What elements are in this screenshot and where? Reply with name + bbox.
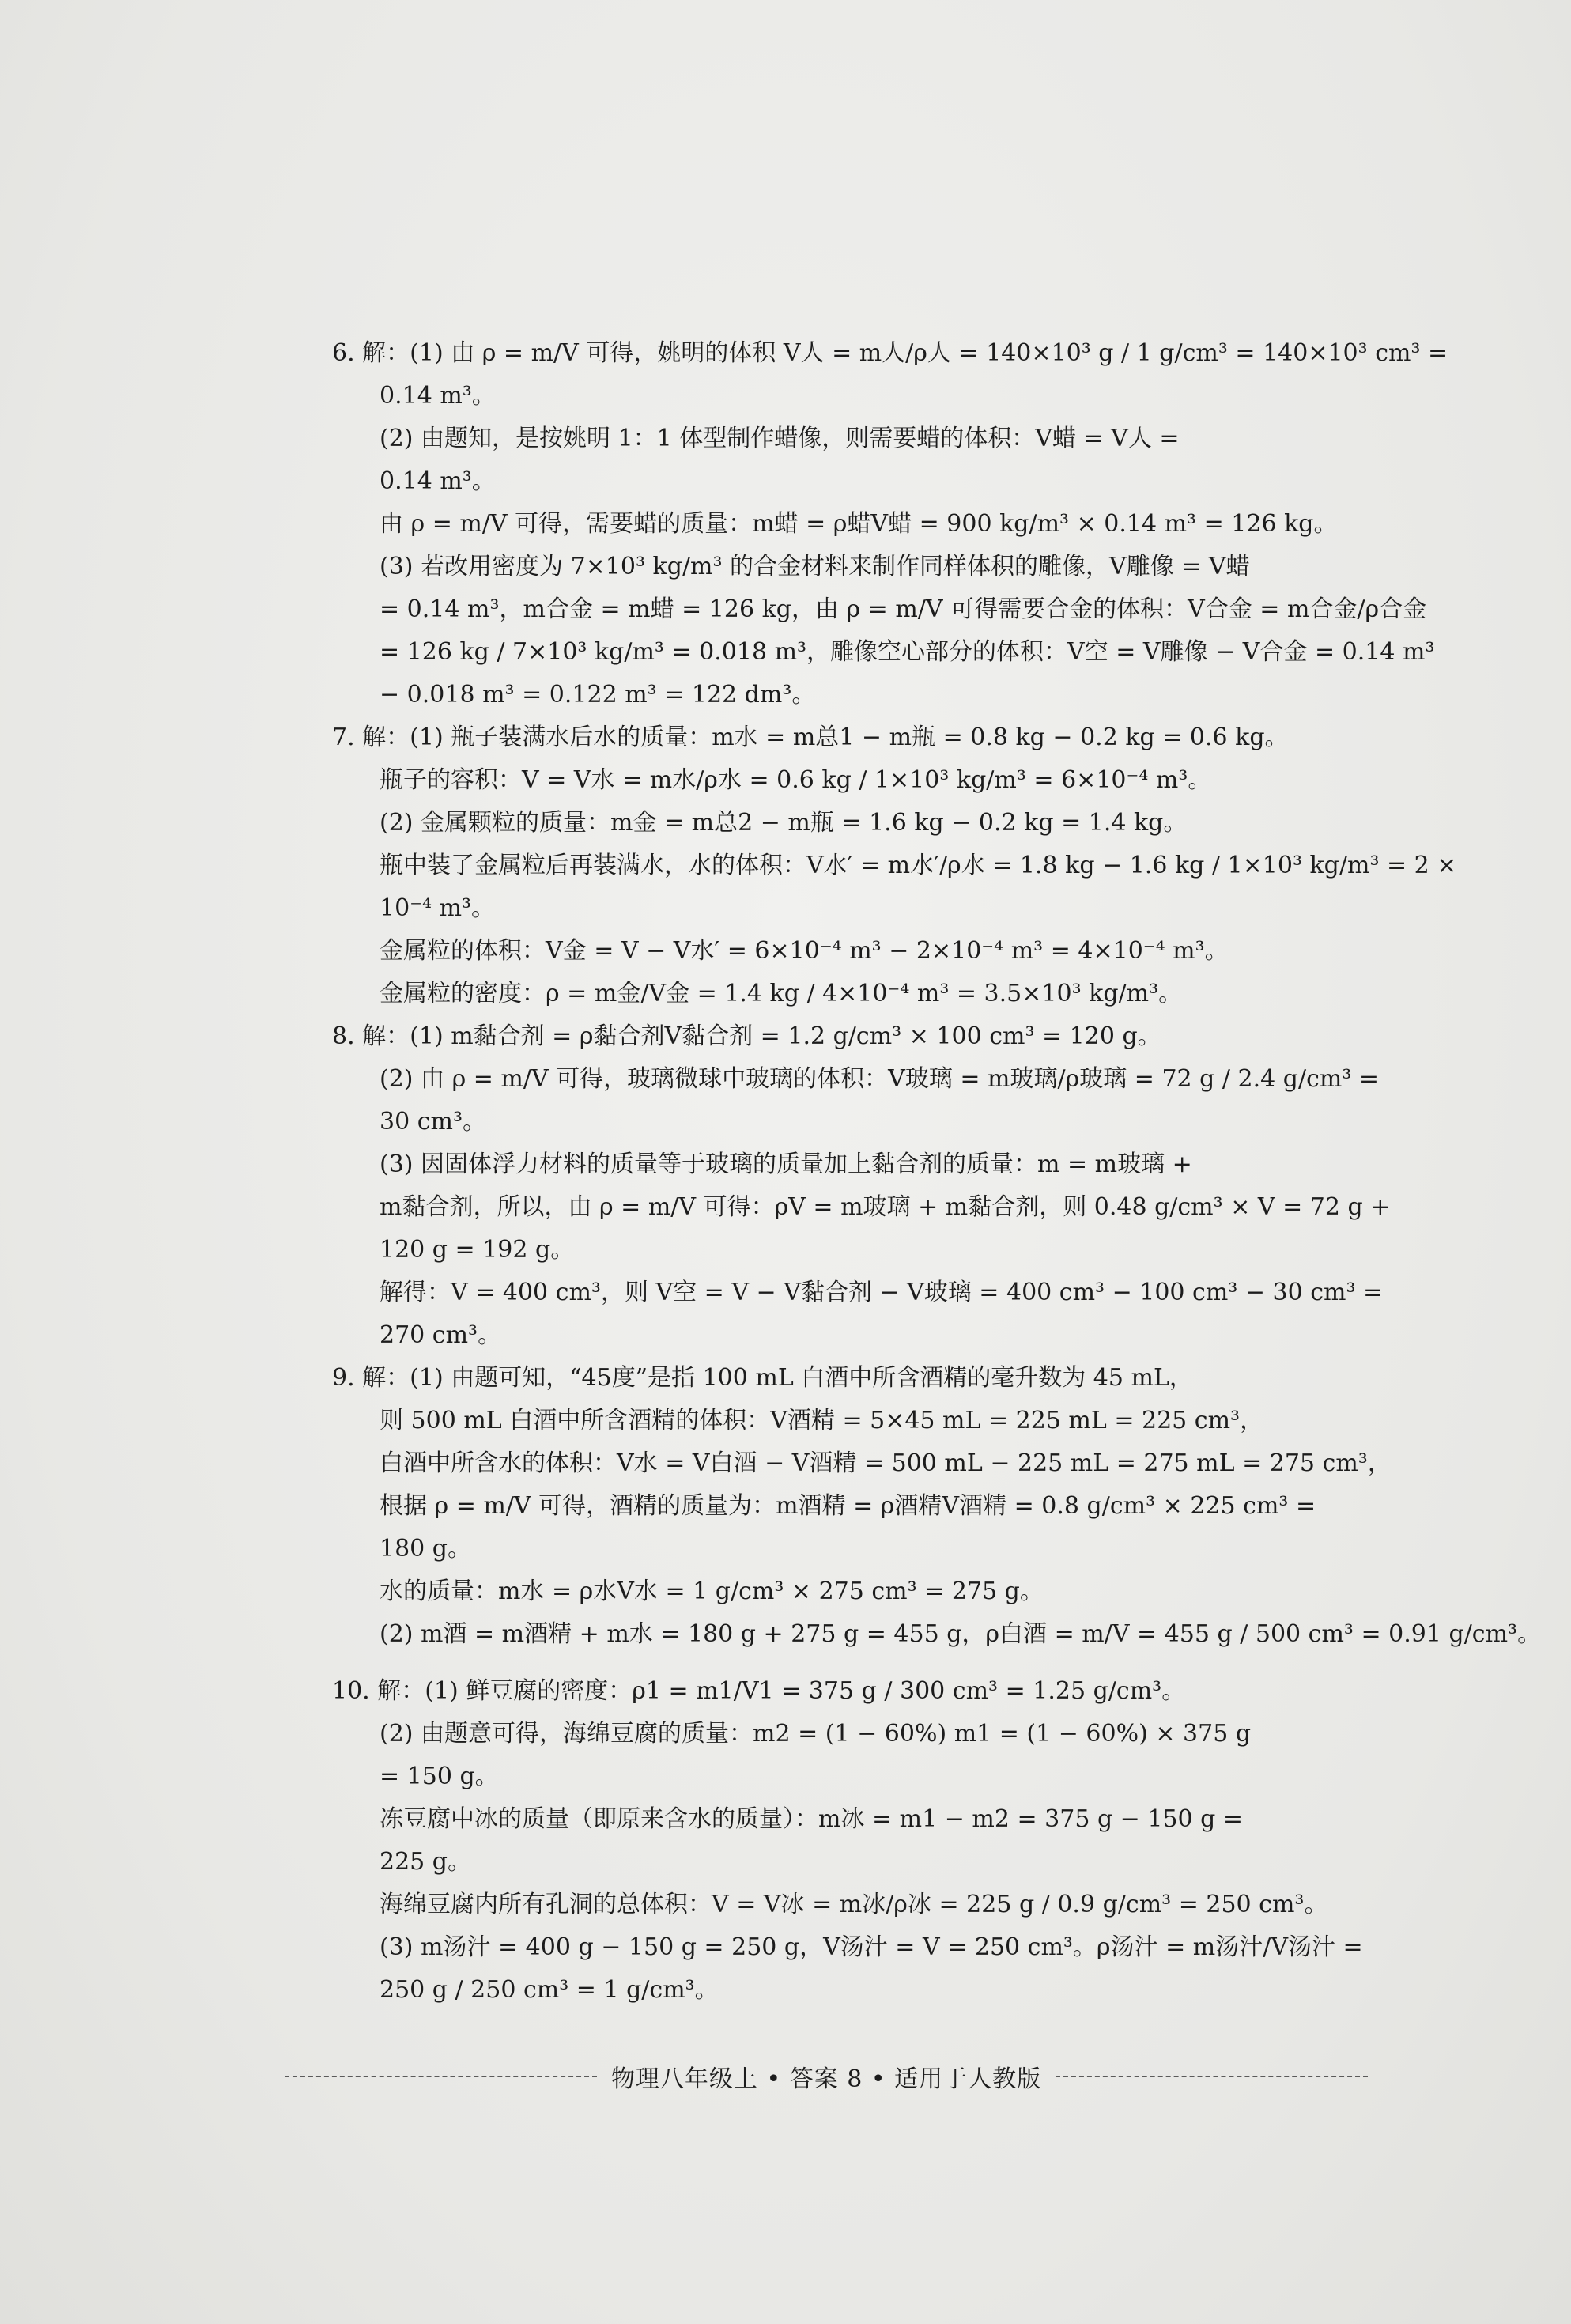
q8-line-c bbox=[332, 1101, 1384, 1143]
q8-text-d: (3) 因固体浮力材料的质量等于玻璃的质量加上黏合剂的质量：m = m玻璃 + bbox=[380, 1151, 1192, 1178]
q6-text-f: (3) 若改用密度为 7×10³ kg/m³ 的合金材料来制作同样体积的雕像，V雕像 = V蜡 bbox=[380, 553, 1250, 580]
q9-text-a: 9. 解：(1) 由题可知，“45度”是指 100 mL 白酒中所含酒精的毫升数为 45 mL， bbox=[332, 1364, 1193, 1392]
q8-line-d bbox=[332, 1143, 1384, 1186]
q10-text-f: 海绵豆腐内所有孔洞的总体积：V = V冰 = m冰/ρ冰 = 225 g / 0.9 g/cm³ = 250 cm³。 bbox=[380, 1891, 1328, 1918]
q8-line-h bbox=[332, 1314, 1384, 1357]
q8-text-e: m黏合剂，所以，由 ρ = m/V 可得：ρV = m玻璃 + m黏合剂，则 0.48 g/cm³ × V = 72 g + bbox=[380, 1193, 1391, 1221]
q7-line-d bbox=[332, 845, 1457, 887]
q6-line-f bbox=[332, 546, 1384, 588]
page-footer bbox=[285, 2061, 1368, 2092]
q8-text-a: 8. 解：(1) m黏合剂 = ρ黏合剂V黏合剂 = 1.2 g/cm³ × 100 cm³ = 120 g。 bbox=[332, 1022, 1161, 1050]
q7-line-b bbox=[332, 759, 1384, 802]
q10-text-e: 225 g。 bbox=[380, 1848, 472, 1876]
q7-text-g: 金属粒的密度：ρ = m金/V金 = 1.4 kg / 4×10⁻⁴ m³ = 3.5×10³ kg/m³。 bbox=[380, 980, 1183, 1007]
q6-line-i bbox=[332, 674, 1384, 716]
q8-line-e bbox=[332, 1186, 1391, 1229]
footer-label: 物理八年级上 • 答案 8 • 适用于人教版 bbox=[610, 2065, 1042, 2093]
q7-line-c bbox=[332, 802, 1384, 845]
q10-line-f bbox=[332, 1884, 1384, 1926]
q8-line-a bbox=[332, 1015, 1384, 1058]
q10-text-a: 10. 解：(1) 鲜豆腐的密度：ρ1 = m1/V1 = 375 g / 300 cm³ = 1.25 g/cm³。 bbox=[332, 1677, 1186, 1705]
q8-line-b bbox=[332, 1058, 1384, 1101]
q9-line-f bbox=[332, 1570, 1384, 1613]
q7-text-a: 7. 解：(1) 瓶子装满水后水的质量：m水 = m总1 − m瓶 = 0.8 kg − 0.2 kg = 0.6 kg。 bbox=[332, 724, 1289, 751]
q7-text-f: 金属粒的体积：V金 = V − V水′ = 6×10⁻⁴ m³ − 2×10⁻⁴ m³ = 4×10⁻⁴ m³。 bbox=[380, 937, 1229, 965]
q6-line-b bbox=[332, 375, 1384, 418]
q10-line-c bbox=[332, 1755, 1384, 1798]
q7-text-c: (2) 金属颗粒的质量：m金 = m总2 − m瓶 = 1.6 kg − 0.2 kg = 1.4 kg。 bbox=[380, 809, 1188, 837]
q9-line-e bbox=[332, 1528, 1384, 1570]
q6-text-c: (2) 由题知，是按姚明 1：1 体型制作蜡像，则需要蜡的体积：V蜡 = V人 = bbox=[380, 425, 1180, 452]
q9-text-e: 180 g。 bbox=[380, 1535, 472, 1563]
q7-line-e bbox=[332, 887, 1384, 930]
q10-text-c: = 150 g。 bbox=[380, 1763, 499, 1790]
q9-text-d: 根据 ρ = m/V 可得，酒精的质量为：m酒精 = ρ酒精V酒精 = 0.8 g/cm³ × 225 cm³ = bbox=[380, 1492, 1316, 1520]
q7-text-e: 10⁻⁴ m³。 bbox=[380, 894, 496, 922]
q10-line-d bbox=[332, 1798, 1384, 1841]
footer-rule-left bbox=[285, 2076, 597, 2077]
q10-line-h bbox=[332, 1969, 1384, 2012]
q8-text-b: (2) 由 ρ = m/V 可得，玻璃微球中玻璃的体积：V玻璃 = m玻璃/ρ玻璃 = 72 g / 2.4 g/cm³ = bbox=[380, 1065, 1380, 1093]
q7-line-g bbox=[332, 973, 1384, 1015]
q9-text-b: 则 500 mL 白酒中所含酒精的体积：V酒精 = 5×45 mL = 225 mL = 225 cm³， bbox=[380, 1407, 1264, 1434]
q6-text-i: − 0.018 m³ = 0.122 m³ = 122 dm³。 bbox=[380, 681, 816, 709]
q10-line-g bbox=[332, 1926, 1384, 1969]
q9-line-g bbox=[332, 1613, 1542, 1656]
q6-line-g bbox=[332, 588, 1427, 631]
q7-text-d: 瓶中装了金属粒后再装满水，水的体积：V水′ = m水′/ρ水 = 1.8 kg − 1.6 kg / 1×10³ kg/m³ = 2 × bbox=[380, 852, 1457, 879]
q6-line-a bbox=[332, 332, 1448, 375]
q6-text-b: 0.14 m³。 bbox=[380, 382, 496, 410]
q6-text-g: = 0.14 m³，m合金 = m蜡 = 126 kg，由 ρ = m/V 可得需要合金的体积：V合金 = m合金/ρ合金 bbox=[380, 595, 1427, 623]
q10-text-g: (3) m汤汁 = 400 g − 150 g = 250 g，V汤汁 = V = 250 cm³。ρ汤汁 = m汤汁/V汤汁 = bbox=[380, 1933, 1363, 1961]
q8-text-f: 120 g = 192 g。 bbox=[380, 1236, 575, 1264]
q9-text-g: (2) m酒 = m酒精 + m水 = 180 g + 275 g = 455 g，ρ白酒 = m/V = 455 g / 500 cm³ = 0.91 g/cm³。 bbox=[380, 1620, 1542, 1648]
q9-text-c: 白酒中所含水的体积：V水 = V白酒 − V酒精 = 500 mL − 225 mL = 275 mL = 275 cm³， bbox=[380, 1449, 1392, 1477]
q8-line-g bbox=[332, 1272, 1384, 1314]
q10-line-e bbox=[332, 1841, 1384, 1884]
q10-text-h: 250 g / 250 cm³ = 1 g/cm³。 bbox=[380, 1976, 719, 2004]
q6-line-h bbox=[332, 631, 1435, 674]
q10-text-d: 冻豆腐中冰的质量（即原来含水的质量）：m冰 = m1 − m2 = 375 g − 150 g = bbox=[380, 1805, 1244, 1833]
footer-rule-right bbox=[1056, 2076, 1368, 2077]
q6-text-h: = 126 kg / 7×10³ kg/m³ = 0.018 m³，雕像空心部分的体积：V空 = V雕像 − V合金 = 0.14 m³ bbox=[380, 638, 1435, 666]
q10-line-b bbox=[332, 1713, 1384, 1755]
q8-line-f bbox=[332, 1229, 1384, 1272]
q8-text-g: 解得：V = 400 cm³，则 V空 = V − V黏合剂 − V玻璃 = 400 cm³ − 100 cm³ − 30 cm³ = bbox=[380, 1279, 1384, 1306]
q7-line-a bbox=[332, 716, 1384, 759]
spacer bbox=[332, 1656, 1384, 1670]
q6-line-d bbox=[332, 460, 1384, 503]
q8-text-c: 30 cm³。 bbox=[380, 1108, 486, 1136]
q9-line-b bbox=[332, 1400, 1384, 1442]
q9-line-c bbox=[332, 1442, 1392, 1485]
q7-text-b: 瓶子的容积：V = V水 = m水/ρ水 = 0.6 kg / 1×10³ kg/m³ = 6×10⁻⁴ m³。 bbox=[380, 766, 1212, 794]
q6-text-d: 0.14 m³。 bbox=[380, 467, 496, 495]
q10-text-b: (2) 由题意可得，海绵豆腐的质量：m2 = (1 − 60%) m1 = (1 − 60%) × 375 g bbox=[380, 1720, 1252, 1748]
answer-content bbox=[332, 332, 1542, 2012]
q10-line-a bbox=[332, 1670, 1384, 1713]
q9-text-f: 水的质量：m水 = ρ水V水 = 1 g/cm³ × 275 cm³ = 275 g。 bbox=[380, 1578, 1044, 1605]
q9-line-a bbox=[332, 1357, 1384, 1400]
q9-line-d bbox=[332, 1485, 1384, 1528]
q7-line-f bbox=[332, 930, 1384, 973]
q6-text-a: 6. 解：(1) 由 ρ = m/V 可得，姚明的体积 V人 = m人/ρ人 = 140×10³ g / 1 g/cm³ = 140×10³ cm³ = bbox=[332, 339, 1448, 367]
q8-text-h: 270 cm³。 bbox=[380, 1321, 502, 1349]
q6-line-e bbox=[332, 503, 1384, 546]
q6-text-e: 由 ρ = m/V 可得，需要蜡的质量：m蜡 = ρ蜡V蜡 = 900 kg/m³ × 0.14 m³ = 126 kg。 bbox=[380, 510, 1338, 538]
q6-line-c bbox=[332, 418, 1384, 460]
